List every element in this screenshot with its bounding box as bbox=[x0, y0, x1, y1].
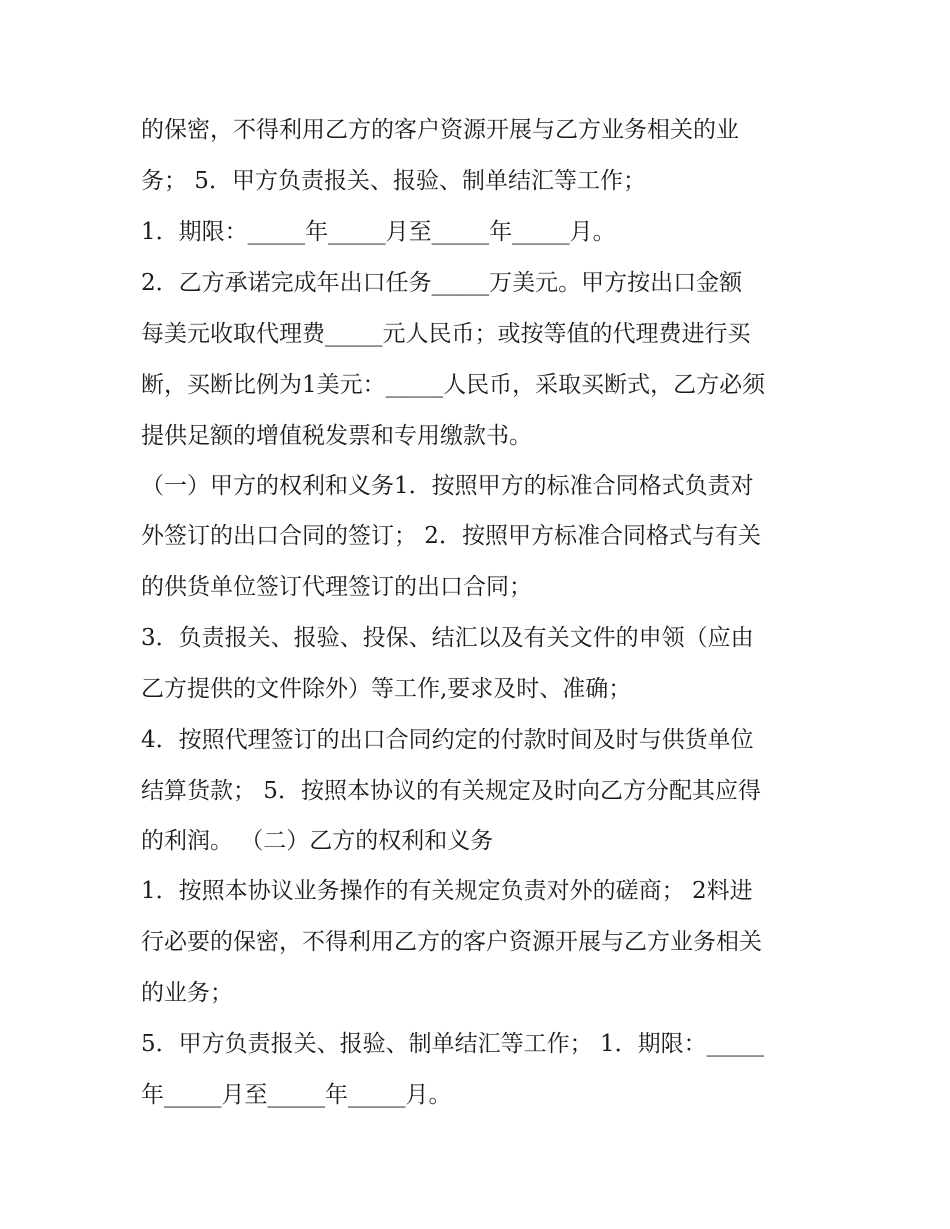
text-line: 务； 5．甲方负责报关、报验、制单结汇等工作； bbox=[141, 168, 646, 194]
text-line: 5．甲方负责报关、报验、制单结汇等工作； 1．期限：_____ bbox=[141, 1031, 765, 1057]
text-line: （一）甲方的权利和义务1．按照甲方的标准合同格式负责对 bbox=[141, 473, 754, 499]
text-line: 4．按照代理签订的出口合同约定的付款时间及时与供货单位 bbox=[141, 727, 754, 753]
text-line: 提供足额的增值税发票和专用缴款书。 bbox=[141, 423, 532, 449]
text-line: 1．按照本协议业务操作的有关规定负责对外的磋商； 2料进 bbox=[141, 878, 753, 904]
text-line: 结算货款； 5．按照本协议的有关规定及时向乙方分配其应得 bbox=[141, 778, 761, 804]
text-line: 外签订的出口合同的签订； 2．按照甲方标准合同格式与有关 bbox=[141, 523, 761, 549]
text-line: 3．负责报关、报验、投保、结汇以及有关文件的申领（应由 bbox=[141, 625, 754, 651]
text-line: 的供货单位签订代理签订的出口合同； bbox=[141, 574, 532, 600]
text-line: 年_____月至_____年_____月。 bbox=[141, 1082, 452, 1108]
text-line: 的保密，不得利用乙方的客户资源开展与乙方业务相关的业 bbox=[141, 117, 739, 143]
text-line: 乙方提供的文件除外）等工作,要求及时、准确； bbox=[141, 676, 632, 702]
text-line: 断，买断比例为1美元：_____人民币，采取买断式，乙方必须 bbox=[141, 372, 766, 398]
text-line: 2．乙方承诺完成年出口任务_____万美元。甲方按出口金额 bbox=[141, 270, 743, 296]
text-line: 的业务； bbox=[141, 980, 233, 1006]
text-line: 1．期限：_____年_____月至_____年_____月。 bbox=[141, 219, 616, 245]
text-line: 的利润。 （二）乙方的权利和义务 bbox=[141, 828, 494, 854]
text-line: 每美元收取代理费_____元人民币；或按等值的代理费进行买 bbox=[141, 321, 751, 347]
text-line: 行必要的保密，不得利用乙方的客户资源开展与乙方业务相关 bbox=[141, 929, 762, 955]
